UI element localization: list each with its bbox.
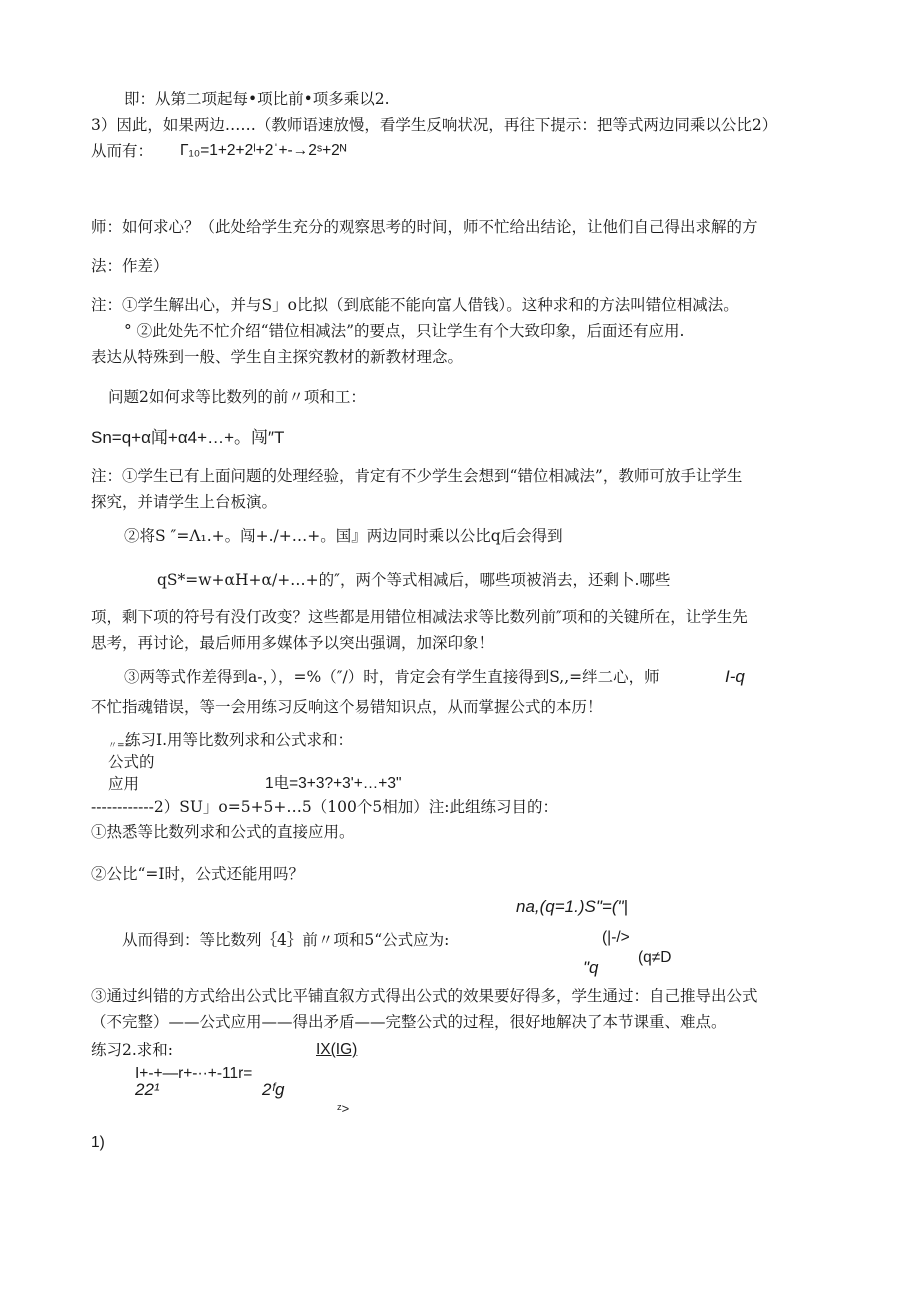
formula-case-1: na,(q=1.)S"=("| — [516, 897, 628, 916]
text-line-24: ②公比“=I时，公式还能用吗？ — [91, 865, 305, 883]
exercise-1: 练习I.用等比数列求和公式求和： — [125, 731, 354, 749]
text-line-2: 3）因此，如果两边……（教师语速放慢，看学生反响状况，再往下提示：把等式两边同乘以公比2） — [91, 116, 778, 134]
margin-mark: 〃== — [108, 741, 133, 751]
text-line-13: ②将S ″=Λ₁.+。闯+./+…+。国』两边同时乘以公比q后会得到 — [124, 527, 563, 545]
item-number: 1) — [91, 1134, 105, 1151]
note-1: 注：①学生解出心，并与S」o比拟（到底能不能向富人借钱）。这种求和的方法叫错位相减法。 — [91, 296, 739, 314]
exercise-2-denominator-1: 22¹ — [135, 1080, 160, 1099]
exercise-2-mark: ᶻ> — [337, 1101, 350, 1116]
formula-condition: (q≠D — [638, 949, 672, 966]
note-2: ° ②此处先不忙介绍“错位相减法”的要点，只让学生有个大致印象，后面还有应用. — [124, 322, 685, 340]
text-line-29: （不完整）——公式应用——得出矛盾——完整公式的过程，很好地解决了本节课重、难点。 — [91, 1013, 727, 1031]
text-line-26: 从而得到：等比数列｛4｝前〃项和5“公式应为: — [122, 931, 450, 949]
text-line-4: 师：如何求心？（此处给学生充分的观察思考的时间，师不忙给出结论，让他们自己得出求解的方 — [91, 218, 758, 236]
text-line-8: 表达从特殊到一般、学生自主探究教材的新教材理念。 — [91, 348, 464, 366]
text-line-17: ③两等式作差得到a-，），=%（″/）时，肯定会有学生直接得到S,,=绊二心，师 — [124, 668, 660, 686]
text-line-28: ③通过纠错的方式给出公式比平铺直叙方式得出公式的效果要好得多，学生通过：自己推导出公式 — [91, 987, 758, 1005]
exercise-2-expression: I+-+—r+-··+-11r= — [135, 1065, 253, 1082]
text-line-3-label: 从而有： — [91, 142, 154, 160]
text-line-16: 思考，再讨论，最后师用多媒体予以突出强调，加深印象！ — [91, 634, 495, 652]
exercise-1-part-2: ------------2）SU」o=5+5+…5（100个5相加）注:此组练习目的： — [91, 798, 558, 816]
question-2: 问题2如何求等比数列的前〃项和工： — [108, 388, 366, 406]
formula-q: "q — [583, 958, 599, 977]
text-line-12: 探究，并请学生上台板演。 — [91, 493, 278, 511]
note-3: 注：①学生已有上面问题的处理经验，肯定有不少学生会想到“错位相减法”，教师可放手让学生 — [91, 467, 743, 485]
exercise-2: 练习2.求和: — [91, 1041, 174, 1059]
fraction-denominator: I-q — [725, 667, 745, 686]
text-line-15: 项，剩下项的符号有没仃改变？这些都是用错位相减法求等比数列前″项和的关键所在，让学生先 — [91, 608, 748, 626]
formula-case-2: (|-/> — [602, 929, 630, 946]
exercise-2-denominator-2: 2ᶠg — [262, 1080, 285, 1099]
text-line-18: 不忙指魂错误，等一会用练习反响这个易错知识点，从而掌握公式的本历！ — [91, 698, 603, 716]
side-label-1: 公式的 — [108, 753, 155, 771]
text-line-1: 即：从第二项起每•项比前•项多乘以2. — [124, 90, 390, 108]
equation-sn: Sn=q+α闻+α4+…+。闯″T — [91, 428, 285, 447]
text-line-23: ①热悉等比数列求和公式的直接应用。 — [91, 823, 355, 841]
side-label-2: 应用 — [108, 775, 140, 793]
exercise-1-formula: 1电=3+3?+3'+…+3" — [265, 775, 402, 792]
text-line-14: qS*=w+αH+α/+…+的″，两个等式相减后，哪些项被消去，还剩卜.哪些 — [157, 571, 671, 589]
exercise-2-fraction-top: IX(IG) — [316, 1041, 358, 1058]
equation-1: Γ₁₀=1+2+2ˡ+2ˈ+-→2ˢ+2ᴺ — [180, 142, 347, 159]
text-line-5: 法：作差） — [91, 257, 169, 275]
